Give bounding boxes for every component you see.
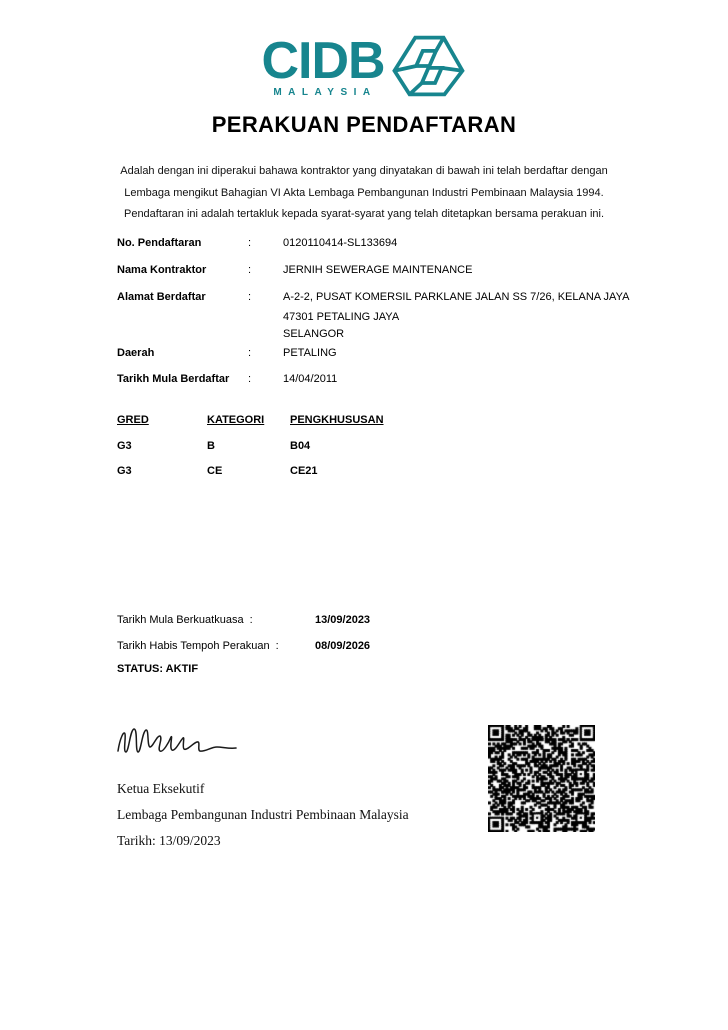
certificate-title: PERAKUAN PENDAFTARAN [211,112,517,137]
address-line-1: A-2-2, PUSAT KOMERSIL PARKLANE JALAN SS 7/26, KELANA JAYA [283,291,630,303]
colon: : [248,264,252,276]
intro-line-2: Lembaga mengikut Bahagian VI Akta Lembaga Pembangunan Industri Pembinaan Malaysia 1994. [124,186,604,199]
registration-date-value: 14/04/2011 [283,373,338,385]
contractor-name-label: Nama Kontraktor [117,264,207,276]
colon: : [248,373,252,385]
row-district [117,346,668,360]
status-badge: STATUS: AKTIF [117,663,199,675]
colon: : [249,614,253,626]
effective-date-value: 13/09/2023 [315,614,371,626]
specialization-header: PENGKHUSUSAN [290,414,384,426]
intro-paragraph [104,161,624,226]
expiry-date-value: 08/09/2026 [315,640,371,652]
qr-code [488,725,595,832]
row-registered-address [117,290,668,345]
address-line-3: SELANGOR [283,328,345,340]
table-cell-specialization: CE21 [290,465,318,477]
intro-line-1: Adalah dengan ini diperakui bahawa kontraktor yang dinyatakan di bawah ini telah berdaftar dengan [120,165,608,177]
registered-address-value [283,290,668,345]
cidb-brand-name: CIDB [261,32,385,90]
table-cell-category: B [207,440,215,452]
row-registration-date [117,372,668,386]
table-cell-grade: G3 [117,440,132,452]
intro-line-3: Pendaftaran ini adalah tertakluk kepada syarat-syarat yang telah ditetapkan bersama perakuan ini. [123,208,605,220]
expiry-date-label: Tarikh Habis Tempoh Perakuan [117,640,270,652]
cidb-brand-subtitle: MALAYSIA [273,87,377,98]
organization-name: Lembaga Pembangunan Industri Pembinaan Malaysia [117,807,409,822]
grade-header: GRED [117,414,149,426]
row-expiry-date [117,639,371,653]
grade-table [117,413,437,478]
effective-date-label: Tarikh Mula Berkuatkuasa [117,614,244,626]
table-cell-category: CE [207,465,223,477]
colon: : [248,237,252,249]
cidb-logo [261,32,466,100]
signer-title: Ketua Eksekutif [117,781,205,796]
district-value: PETALING [283,347,337,359]
registration-no-value: 0120110414-SL133694 [283,237,398,249]
table-cell-specialization: B04 [290,440,311,452]
cidb-logo-text [261,32,385,98]
colon: : [248,291,252,303]
category-header: KATEGORI [207,414,265,426]
district-label: Daerah [117,347,155,359]
signature [112,718,242,763]
row-contractor-name [117,263,668,277]
colon: : [275,640,279,652]
row-registration-no [117,236,668,250]
colon: : [248,347,252,359]
cidb-hexagon-icon [391,32,467,100]
address-line-2: 47301 PETALING JAYA [283,311,400,323]
registration-date-label: Tarikh Mula Berdaftar [117,373,230,385]
registration-no-label: No. Pendaftaran [117,237,202,249]
footer-date: Tarikh: 13/09/2023 [117,833,221,848]
contractor-name-value: JERNIH SEWERAGE MAINTENANCE [283,264,473,276]
table-cell-grade: G3 [117,465,132,477]
registered-address-label: Alamat Berdaftar [117,291,206,303]
row-effective-date [117,613,371,627]
